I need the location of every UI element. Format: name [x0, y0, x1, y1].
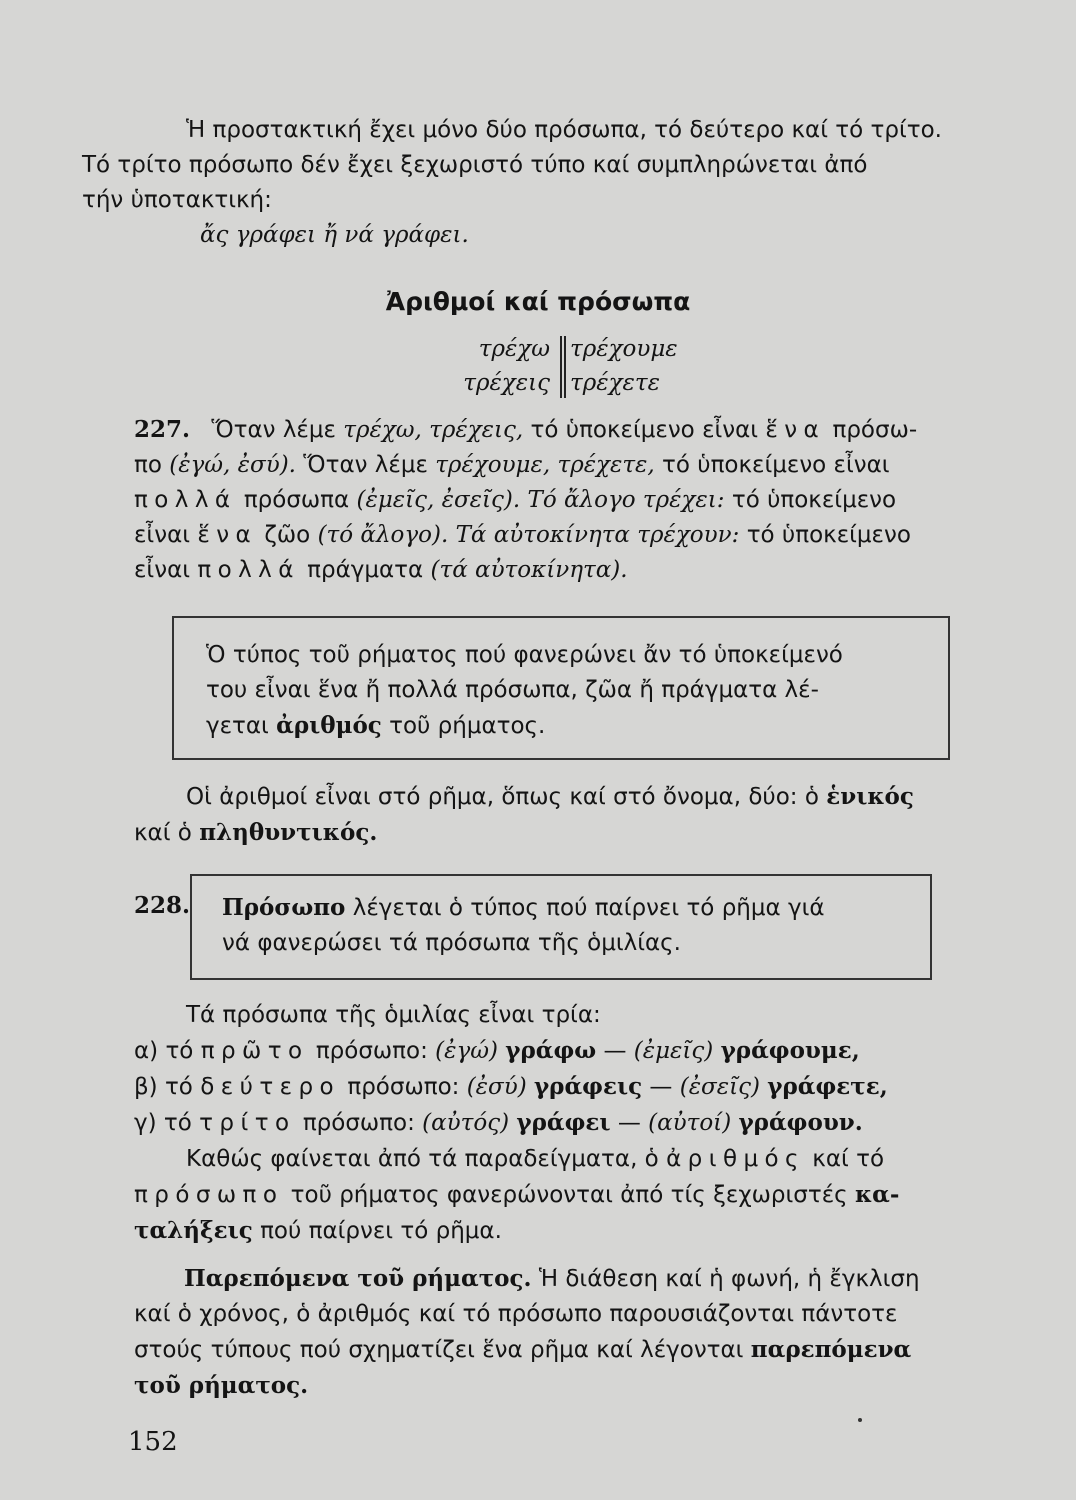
divider-line: [560, 336, 562, 398]
imperative-line-1: Ἡ προστακτική ἔχει μόνο δύο πρόσωπα, τό δεύτερο καί τό τρίτο.: [186, 117, 942, 143]
s227-line-5: [134, 553, 1004, 588]
parepomena-line-3: [134, 1332, 1004, 1368]
parepomena-line-1: [134, 1261, 1004, 1297]
persons-list: [134, 998, 1004, 1141]
divider-line: [564, 336, 566, 398]
section-heading: Ἀριθμοί καί πρόσωπα: [385, 287, 691, 316]
text: γράφουν.: [738, 1109, 863, 1136]
section-number: 227.: [134, 416, 191, 443]
term-parepomena-title: Παρεπόμενα τοῦ ρήματος.: [184, 1265, 532, 1292]
text: ἕνα: [765, 417, 826, 443]
term-parepomena: παρεπόμενα: [750, 1336, 912, 1363]
s227-line-4: [134, 518, 1004, 553]
singular-1: τρέχω: [478, 336, 550, 362]
imperative-line-2: Τό τρίτο πρόσωπο δέν ἔχει ξεχωριστό τύπο καί συμπληρώνεται ἀπό: [82, 152, 868, 178]
box2-line-1: [222, 890, 825, 926]
person-item-3: [134, 1105, 1004, 1141]
text: εἶναι: [134, 522, 191, 548]
text: (ἐγώ, ἐσύ).: [169, 452, 296, 478]
imperative-example: ἄς γράφει ἤ νά γράφει.: [200, 222, 469, 248]
endings-line-1: [134, 1142, 1004, 1177]
text: (ἐγώ): [435, 1038, 498, 1064]
term-plithyntikos: πληθυντικός.: [199, 819, 378, 846]
section-number: 228.: [134, 892, 191, 919]
text: γράφουμε,: [720, 1037, 860, 1064]
box2-text: [222, 890, 825, 961]
text: τοῦ ρήματος.: [389, 713, 546, 739]
text: πρόσωπο:: [315, 1038, 428, 1064]
s227-line-2: [134, 448, 1004, 483]
text: Καθώς φαίνεται ἀπό τά παραδείγματα, ὁ: [186, 1146, 659, 1172]
text: γράφεις: [534, 1073, 643, 1100]
persons-intro: Τά πρόσωπα τῆς ὁμιλίας εἶναι τρία:: [186, 1002, 601, 1028]
term-kataliksis: ταλήξεις: [134, 1217, 253, 1244]
text: γεται: [206, 713, 269, 739]
box1-line-3: [206, 708, 843, 744]
text: στούς τύπους πού σχηματίζει ἕνα ρῆμα καί λέγονται: [134, 1337, 744, 1363]
numbers-line-2: [134, 815, 1004, 851]
text: —: [617, 1110, 641, 1136]
text: τό ὑποκείμενο εἶναι: [530, 417, 759, 443]
text: πού παίρνει τό ρῆμα.: [260, 1218, 502, 1244]
conjugation-table: [440, 334, 780, 400]
term-enikos: ἑνικός: [826, 783, 914, 810]
endings-line-3: [134, 1213, 1004, 1249]
definition-box-number: [172, 616, 950, 760]
definition-box-person: [190, 874, 932, 980]
text: πρόσω-: [832, 417, 918, 443]
singular-2: τρέχεις: [463, 370, 550, 396]
parepomena-paragraph: [134, 1261, 1004, 1403]
text: Οἱ ἀριθμοί εἶναι στό ρῆμα, ὅπως καί στό ὄνομα, δύο: ὁ: [186, 784, 819, 810]
text: ἀριθμός: [666, 1146, 805, 1172]
plural-1: τρέχουμε: [570, 336, 678, 362]
text: τοῦ ρήματος φανερώνονται ἀπό τίς ξεχωριστές: [290, 1182, 848, 1208]
text: Τά αὐτοκίνητα τρέχουν:: [455, 522, 740, 548]
section-227: [134, 412, 1004, 588]
text: (αὐτός): [422, 1110, 510, 1136]
parepomena-line-2: καί ὁ χρόνος, ὁ ἀριθμός καί τό πρόσωπο παρουσιάζονται πάντοτε: [134, 1301, 898, 1327]
person-item-2: [134, 1069, 1004, 1105]
box1-text: [206, 638, 843, 744]
text: λέγεται ὁ τύπος πού παίρνει τό ρῆμα γιά: [352, 895, 825, 921]
text: πράγματα: [307, 557, 424, 583]
text: πολλά: [134, 487, 237, 513]
text: β) τό: [134, 1074, 193, 1100]
text: ζῶο: [264, 522, 311, 548]
text: τρέχω, τρέχεις,: [343, 417, 524, 443]
plural-2: τρέχετε: [570, 370, 660, 396]
text: (τά αὐτοκίνητα).: [430, 557, 628, 583]
text: καί τό: [812, 1146, 885, 1172]
text: τό ὑποκείμενο: [731, 487, 897, 513]
text: α) τό: [134, 1038, 194, 1064]
text: πολλά: [197, 557, 300, 583]
text: Ὅταν λέμε: [303, 452, 428, 478]
text: πρῶτο: [200, 1038, 309, 1064]
box2-line-2: νά φανερώσει τά πρόσωπα τῆς ὁμιλίας.: [222, 930, 681, 956]
text: γράφει: [516, 1109, 611, 1136]
s227-line-1: [134, 412, 1004, 448]
text: τρέχουμε, τρέχετε,: [435, 452, 655, 478]
text: πρόσωπο:: [302, 1110, 415, 1136]
text: καί ὁ: [134, 820, 192, 846]
text: γ) τό: [134, 1110, 192, 1136]
text: τό ὑποκείμενο: [746, 522, 911, 548]
text: εἶναι: [134, 557, 191, 583]
text: Ἡ διάθεση καί ἡ φωνή, ἡ ἔγκλιση: [538, 1266, 920, 1292]
text: (ἐσύ): [466, 1074, 527, 1100]
box1-line-2: του εἶναι ἕνα ἤ πολλά πρόσωπα, ζῶα ἤ πράγματα λέ-: [206, 677, 819, 703]
s227-line-3: [134, 483, 1004, 518]
text: τρίτο: [199, 1110, 296, 1136]
text: (ἐμεῖς): [633, 1038, 714, 1064]
text: Τό ἄλογο τρέχει:: [527, 487, 725, 513]
stray-mark: [858, 1418, 862, 1422]
numbers-line-1: [134, 779, 1004, 815]
numbers-paragraph: [134, 779, 1004, 851]
term-kataliksis: κα-: [854, 1181, 900, 1208]
text: γράφετε,: [767, 1073, 888, 1100]
text: πρόσωπα: [243, 487, 350, 513]
text: (αὐτοί): [648, 1110, 732, 1136]
text: ἕνα: [197, 522, 258, 548]
text: γράφω: [505, 1037, 597, 1064]
endings-line-2: [134, 1177, 1004, 1213]
term-arithmos: ἀριθμός: [276, 712, 382, 739]
text: Ὅταν λέμε: [211, 417, 336, 443]
text: (τό ἄλογο).: [317, 522, 449, 548]
box1-line-1: Ὁ τύπος τοῦ ρήματος πού φανερώνει ἄν τό ὑποκείμενό: [206, 642, 843, 668]
text: πο: [134, 452, 162, 478]
parepomena-line-4: τοῦ ρήματος.: [134, 1372, 309, 1399]
text: (ἐμεῖς, ἐσεῖς).: [356, 487, 521, 513]
imperative-paragraph: [82, 113, 994, 218]
endings-paragraph: [134, 1142, 1004, 1249]
imperative-line-3: τήν ὑποτακτική:: [82, 187, 272, 213]
text: πρόσωπο:: [347, 1074, 460, 1100]
term-prosopo: Πρόσωπο: [222, 894, 346, 921]
text: δεύτερο: [200, 1074, 341, 1100]
text: τό ὑποκείμενο εἶναι: [662, 452, 890, 478]
text: —: [649, 1074, 673, 1100]
text: πρόσωπο: [134, 1182, 284, 1208]
page-number: 152: [128, 1427, 178, 1457]
person-item-1: [134, 1033, 1004, 1069]
text: (ἐσεῖς): [679, 1074, 760, 1100]
text: —: [603, 1038, 627, 1064]
